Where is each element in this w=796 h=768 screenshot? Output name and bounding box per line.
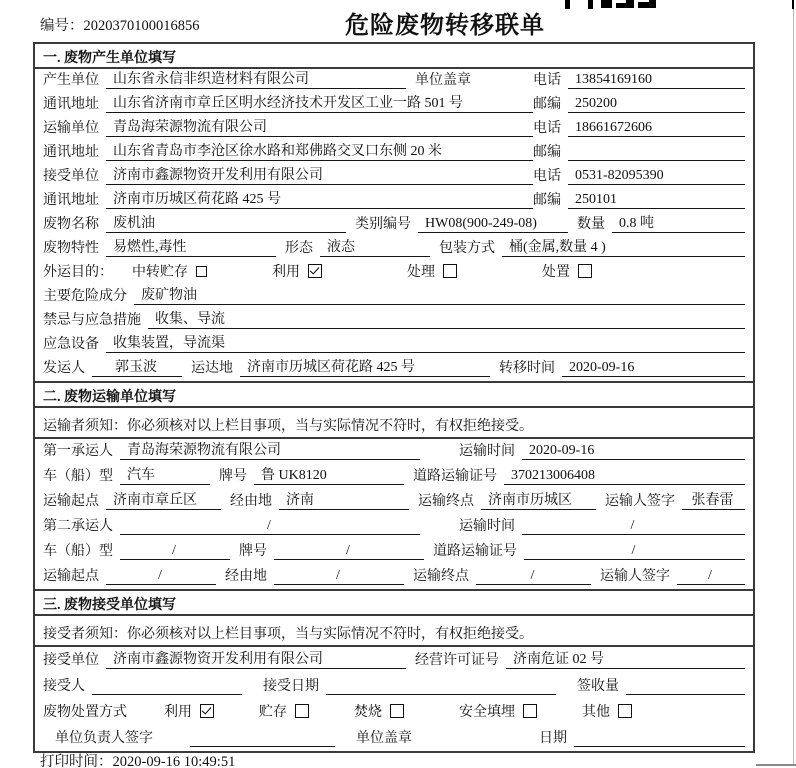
transfer-date-label: 转移时间 (499, 361, 555, 376)
responsible-sign-value (190, 746, 335, 747)
receive-date-label: 接受日期 (263, 679, 319, 694)
taboo-row (35, 309, 753, 333)
category-value: HW08(900-249-08) (418, 216, 568, 233)
second-origin-value: / (106, 568, 216, 585)
receive-person-row (35, 673, 753, 699)
form-value: 液态 (320, 236, 430, 257)
phone-label: 电话 (533, 121, 561, 136)
page-right-edge (793, 9, 794, 766)
first-carrier-value: 青岛海荣源物流有限公司 (120, 439, 420, 460)
carrier-phone-field (533, 117, 745, 137)
section-receive (35, 589, 753, 751)
equipment-value: 收集装置，导流渠 (106, 332, 745, 353)
print-time-label: 打印时间： (40, 754, 113, 768)
second-transport-time-value: / (522, 518, 745, 535)
receive-notice: 接受者须知：你必须核对以上栏目事项，当与实际情况不符时，有权拒绝接受。 (35, 616, 753, 647)
producer-address-value: 山东省济南市章丘区明水经济技术开发区工业一路 501 号 (106, 92, 533, 113)
character-value: 易燃性,毒性 (106, 236, 276, 257)
first-vehicle-value: 汽车 (120, 464, 210, 485)
transport-time-label: 运输时间 (459, 519, 515, 534)
option-label: 利用 (272, 265, 300, 280)
first-carrier-row (35, 439, 753, 464)
packing-label: 包装方式 (439, 241, 495, 256)
receive-date-value (326, 694, 556, 695)
section1-heading: 一. 废物产生单位填写 (35, 44, 753, 69)
receiver-unit-value: 济南市鑫源物资开发利用有限公司 (106, 164, 533, 185)
origin-label: 运输起点 (43, 569, 99, 584)
option-label: 焚烧 (354, 705, 382, 720)
second-road-permit-value: / (524, 543, 745, 560)
receiver-phone-field (533, 165, 745, 185)
purpose-option-treat (407, 261, 457, 281)
first-road-permit-value: 370213006408 (504, 468, 745, 485)
option-label: 贮存 (259, 705, 287, 720)
option-label: 处置 (542, 265, 570, 280)
carrier-sign-label: 运输人签字 (605, 494, 675, 509)
second-carrier-sign-value: / (677, 568, 745, 585)
vehicle-type-label: 车（船）型 (43, 469, 113, 484)
shipper-label: 发运人 (43, 361, 85, 376)
first-via-value: 济南 (279, 489, 409, 510)
outbound-purpose-row (35, 261, 753, 285)
taboo-label: 禁忌与应急措施 (43, 313, 141, 328)
transport-notice: 运输者须知：你必须核对以上栏目事项，当与实际情况不符时，有权拒绝接受。 (35, 408, 753, 439)
disposal-option-incinerate (354, 701, 404, 721)
producer-phone-field (533, 69, 745, 89)
address-label: 通讯地址 (43, 97, 99, 112)
second-end-value: / (476, 568, 591, 585)
emergency-equipment-row (35, 333, 753, 357)
plate-label: 牌号 (239, 544, 267, 559)
vehicle-type-label: 车（船）型 (43, 544, 113, 559)
equipment-label: 应急设备 (43, 337, 99, 352)
receiver-postcode-value: 250101 (568, 192, 745, 209)
second-vehicle-value: / (120, 543, 230, 560)
first-vehicle-row (35, 464, 753, 489)
postcode-label: 邮编 (533, 193, 561, 208)
postcode-label: 邮编 (533, 145, 561, 160)
taboo-value: 收集、导流 (148, 308, 745, 329)
first-transport-time-value: 2020-09-16 (522, 443, 745, 460)
checkbox-icon (196, 266, 207, 277)
road-permit-label: 道路运输证号 (413, 469, 497, 484)
road-permit-label: 道路运输证号 (433, 544, 517, 559)
option-label: 中转贮存 (132, 265, 188, 280)
address-label: 通讯地址 (43, 193, 99, 208)
destination-value: 济南市历城区荷花路 425 号 (240, 356, 490, 377)
option-label: 利用 (164, 705, 192, 720)
receiver-address-value: 济南市历城区荷花路 425 号 (106, 188, 533, 209)
responsible-sign-label: 单位负责人签字 (55, 731, 153, 746)
section-producer (35, 44, 753, 381)
shipper-value: 郭玉波 (92, 356, 182, 377)
receive-unit-label: 接受单位 (43, 653, 99, 668)
disposal-option-recycle (164, 701, 214, 721)
page-title: 危险废物转移联单 (345, 13, 545, 39)
waste-name-value: 废机油 (106, 212, 346, 233)
receive-person-value (92, 694, 242, 695)
received-amount-value (626, 694, 745, 695)
receiver-unit-label: 接受单位 (43, 169, 99, 184)
checkbox-icon (443, 264, 457, 278)
serial-value: 2020370100016856 (83, 18, 200, 34)
quantity-value: 0.8 吨 (612, 212, 745, 233)
receiver-unit-row (35, 165, 753, 189)
section3-heading: 三. 废物接受单位填写 (35, 589, 753, 616)
page-bottom-edge (756, 764, 796, 766)
carrier-unit-label: 运输单位 (43, 121, 99, 136)
producer-phone-value: 13854169160 (568, 72, 745, 89)
carrier-postcode-value (568, 160, 745, 161)
second-carrier-row (35, 514, 753, 539)
disposal-label: 废物处置方式 (43, 705, 127, 720)
form-label: 形态 (285, 241, 313, 256)
end-label: 运输终点 (413, 569, 469, 584)
carrier-address-value: 山东省青岛市李沧区徐水路和郑佛路交叉口东侧 20 米 (106, 140, 533, 161)
second-plate-value: / (274, 543, 424, 560)
sign-date-value (574, 746, 745, 747)
checkbox-icon (618, 704, 632, 718)
first-origin-value: 济南市章丘区 (106, 489, 221, 510)
second-carrier-value: / (120, 518, 420, 535)
print-time (40, 750, 235, 768)
page-edge-top-right (792, 0, 794, 9)
first-carrier-label: 第一承运人 (43, 444, 113, 459)
receive-person-label: 接受人 (43, 679, 85, 694)
second-carrier-label: 第二承运人 (43, 519, 113, 534)
checkbox-checked-icon (200, 704, 214, 718)
carrier-unit-row (35, 117, 753, 141)
waste-name-row (35, 213, 753, 237)
disposal-option-other (582, 701, 632, 721)
producer-unit-row (35, 69, 753, 93)
license-value: 济南危证 02 号 (506, 648, 745, 669)
carrier-unit-value: 青岛海荣源物流有限公司 (106, 116, 533, 137)
carrier-address-row (35, 141, 753, 165)
transfer-form (33, 42, 755, 753)
option-label: 安全填埋 (459, 705, 515, 720)
via-label: 经由地 (225, 569, 267, 584)
section2-heading: 二. 废物运输单位填写 (35, 381, 753, 408)
received-amount-label: 签收量 (577, 679, 619, 694)
first-route-row (35, 489, 753, 514)
producer-unit-label: 产生单位 (43, 73, 99, 88)
second-route-row (35, 564, 753, 589)
disposal-method-row (35, 699, 753, 725)
quantity-label: 数量 (577, 217, 605, 232)
receiver-phone-value: 0531-82095390 (568, 168, 745, 185)
print-time-value: 2020-09-16 10:49:51 (112, 754, 236, 768)
hazard-label: 主要危险成分 (43, 289, 127, 304)
receiver-postcode-field (533, 189, 745, 209)
shipper-row (35, 357, 753, 381)
checkbox-checked-icon (308, 264, 322, 278)
checkbox-icon (578, 264, 592, 278)
address-label: 通讯地址 (43, 145, 99, 160)
second-vehicle-row (35, 539, 753, 564)
carrier-sign-label: 运输人签字 (600, 569, 670, 584)
responsible-sign-row (35, 725, 753, 751)
character-label: 废物特性 (43, 241, 99, 256)
producer-postcode-field (533, 93, 745, 113)
purpose-label: 外运目的： (43, 265, 113, 280)
serial-label: 编号： (40, 18, 84, 34)
plate-label: 牌号 (219, 469, 247, 484)
unit-seal-label: 单位盖章 (356, 731, 412, 746)
postcode-label: 邮编 (533, 97, 561, 112)
checkbox-icon (390, 704, 404, 718)
receive-unit-row (35, 647, 753, 673)
disposal-option-store (259, 701, 309, 721)
category-label: 类别编号 (355, 217, 411, 232)
transport-time-label: 运输时间 (459, 444, 515, 459)
option-label: 处理 (407, 265, 435, 280)
qr-code-icon (563, 0, 663, 9)
waste-name-label: 废物名称 (43, 217, 99, 232)
license-label: 经营许可证号 (415, 653, 499, 668)
carrier-phone-value: 18661672606 (568, 120, 745, 137)
first-carrier-sign-value: 张春雷 (682, 489, 745, 510)
phone-label: 电话 (533, 73, 561, 88)
destination-label: 运达地 (191, 361, 233, 376)
transfer-date-value: 2020-09-16 (562, 360, 745, 377)
end-label: 运输终点 (418, 494, 474, 509)
unit-seal-label: 单位盖章 (415, 73, 471, 88)
receive-unit-value: 济南市鑫源物资开发利用有限公司 (106, 648, 406, 669)
option-label: 其他 (582, 705, 610, 720)
via-label: 经由地 (230, 494, 272, 509)
receiver-address-row (35, 189, 753, 213)
second-via-value: / (274, 568, 404, 585)
waste-character-row (35, 237, 753, 261)
producer-postcode-value: 250200 (568, 96, 745, 113)
origin-label: 运输起点 (43, 494, 99, 509)
producer-unit-value: 山东省永信非织造材料有限公司 (106, 68, 406, 89)
checkbox-icon (523, 704, 537, 718)
section-transport (35, 381, 753, 589)
first-end-value: 济南市历城区 (481, 489, 596, 510)
producer-address-row (35, 93, 753, 117)
main-hazard-row (35, 285, 753, 309)
disposal-option-landfill (459, 701, 537, 721)
carrier-postcode-field (533, 141, 745, 161)
hazard-value: 废矿物油 (134, 284, 745, 305)
sign-date-label: 日期 (539, 731, 567, 746)
phone-label: 电话 (533, 169, 561, 184)
packing-value: 桶(金属,数量 4 ) (502, 236, 745, 257)
checkbox-icon (295, 704, 309, 718)
purpose-option-transfer-storage (132, 261, 207, 281)
purpose-option-recycle (272, 261, 322, 281)
purpose-option-dispose (542, 261, 592, 281)
first-plate-value: 鲁 UK8120 (254, 464, 404, 485)
